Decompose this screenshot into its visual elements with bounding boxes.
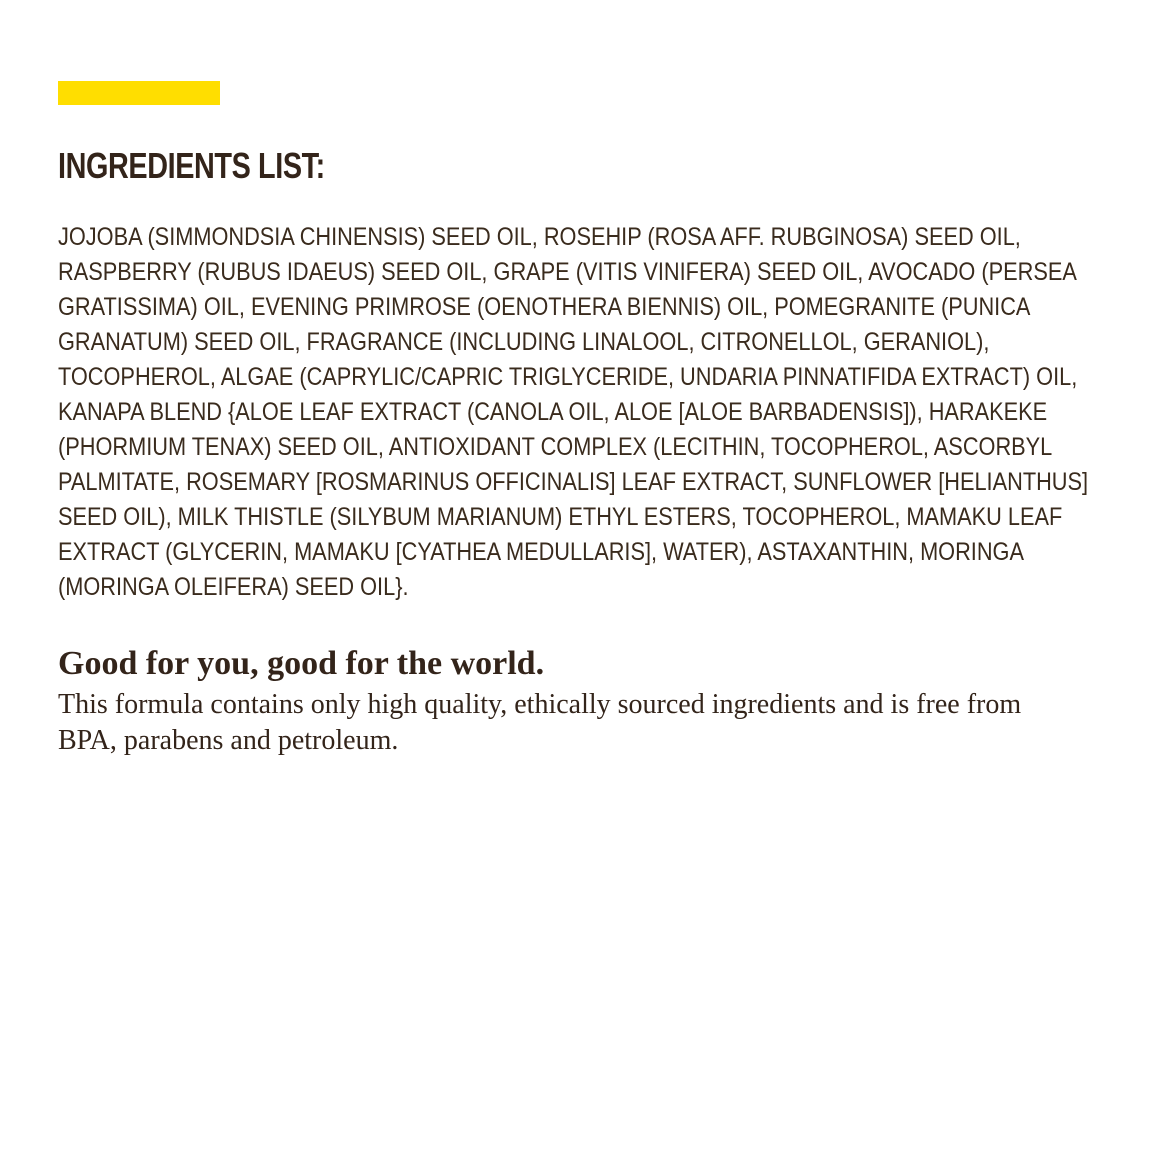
ingredients-line: RASPBERRY (RUBUS IDAEUS) SEED OIL, GRAPE (VITIS VINIFERA) SEED OIL, AVOCADO (PERSEA xyxy=(58,258,1077,286)
ingredients-line: JOJOBA (SIMMONDSIA CHINENSIS) SEED OIL, ROSEHIP (ROSA AFF. RUBGINOSA) SEED OIL, xyxy=(58,223,1021,251)
ingredients-line: TOCOPHEROL, ALGAE (CAPRYLIC/CAPRIC TRIGLYCERIDE, UNDARIA PINNATIFIDA EXTRACT) OIL, xyxy=(58,363,1078,391)
tagline-line: BPA, parabens and petroleum. xyxy=(58,725,399,756)
ingredients-line: SEED OIL), MILK THISTLE (SILYBUM MARIANUM) ETHYL ESTERS, TOCOPHEROL, MAMAKU LEAF xyxy=(58,503,1063,531)
accent-bar xyxy=(58,81,220,105)
tagline-heading: Good for you, good for the world. xyxy=(58,645,545,682)
ingredients-line: GRATISSIMA) OIL, EVENING PRIMROSE (OENOTHERA BIENNIS) OIL, POMEGRANITE (PUNICA xyxy=(58,293,1031,321)
ingredients-line: (PHORMIUM TENAX) SEED OIL, ANTIOXIDANT COMPLEX (LECITHIN, TOCOPHEROL, ASCORBYL xyxy=(58,433,1053,461)
ingredients-line: (MORINGA OLEIFERA) SEED OIL}. xyxy=(58,573,409,601)
tagline-line: This formula contains only high quality, ethically sourced ingredients and is free from xyxy=(58,689,1022,720)
ingredients-line: EXTRACT (GLYCERIN, MAMAKU [CYATHEA MEDULLARIS], WATER), ASTAXANTHIN, MORINGA xyxy=(58,538,1024,566)
ingredients-line: PALMITATE, ROSEMARY [ROSMARINUS OFFICINALIS] LEAF EXTRACT, SUNFLOWER [HELIANTHUS] xyxy=(58,468,1089,496)
tagline-body xyxy=(58,687,1021,759)
ingredients-line: GRANATUM) SEED OIL, FRAGRANCE (INCLUDING LINALOOL, CITRONELLOL, GERANIOL), xyxy=(58,328,990,356)
ingredients-line: KANAPA BLEND {ALOE LEAF EXTRACT (CANOLA OIL, ALOE [ALOE BARBADENSIS]), HARAKEKE xyxy=(58,398,1048,426)
ingredients-heading: INGREDIENTS LIST: xyxy=(58,145,325,186)
ingredients-list xyxy=(58,220,1088,605)
